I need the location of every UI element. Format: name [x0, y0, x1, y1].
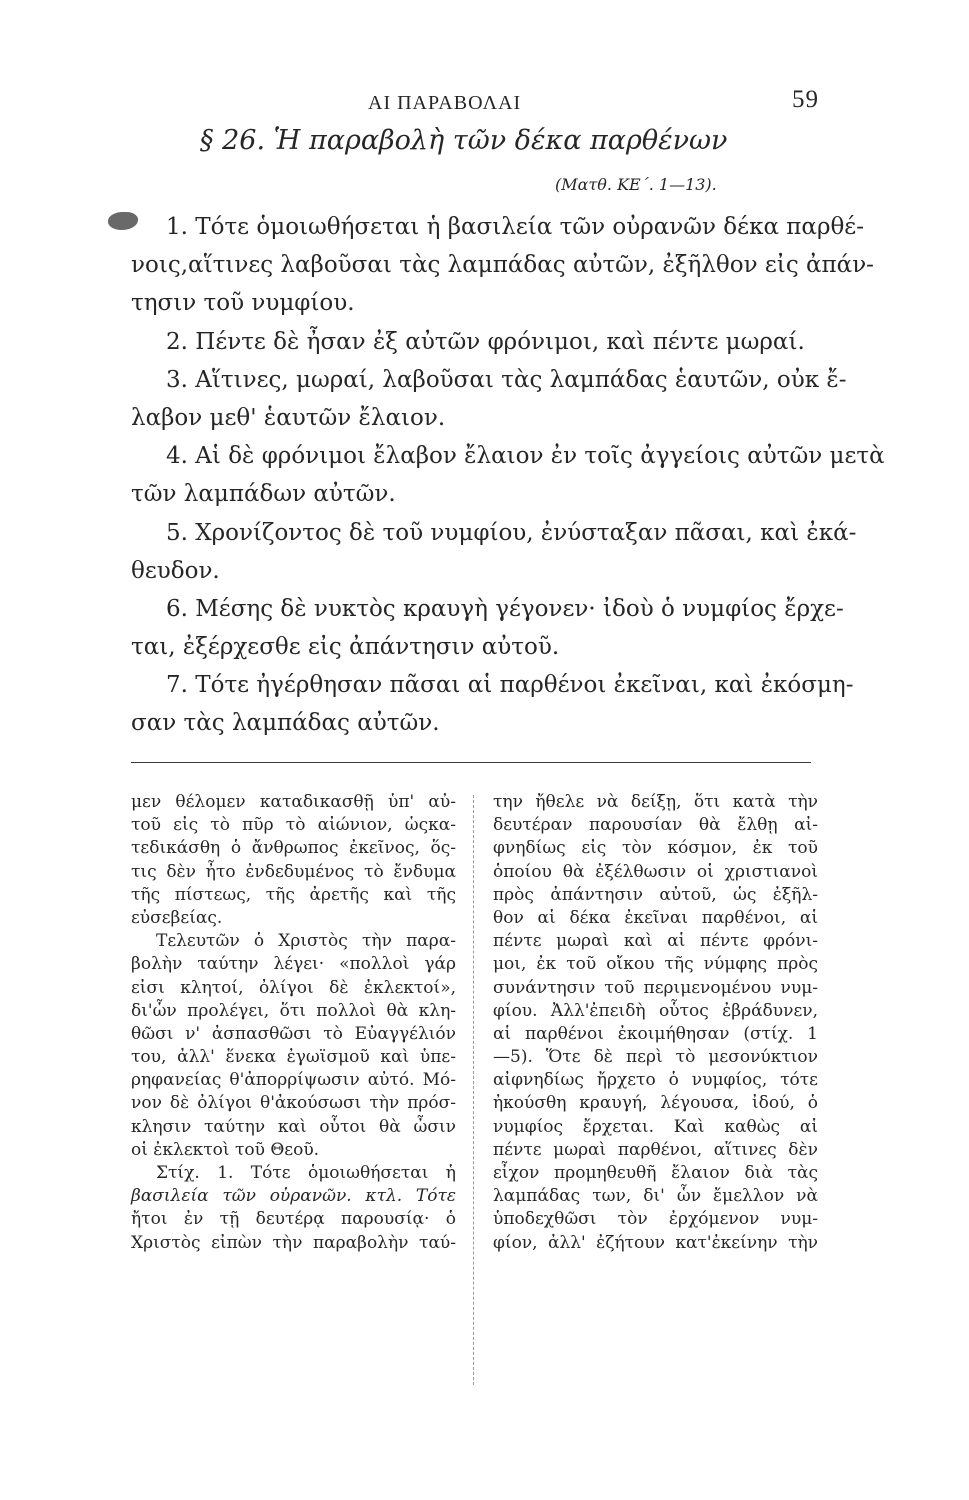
verse-line: τησιν τοῦ νυμφίου.	[131, 290, 355, 317]
commentary-line: εἶχον προμηθευθῆ ἔλαιον διὰ τὰς	[493, 1163, 818, 1183]
commentary-line: —5). Ὅτε δὲ περὶ τὸ μεσονύκτιον	[493, 1047, 818, 1068]
commentary-line: ρηφανείας θ'ἀπορρίψωσιν αὐτό. Μό-	[131, 1070, 456, 1091]
commentary-line: πρὸς ἀπάντησιν αὐτοῦ, ὡς ἐξῆλ-	[493, 884, 818, 905]
commentary-line: νυμφίος ἔρχεται. Καὶ καθὼς αἱ	[493, 1116, 818, 1137]
commentary-line: τοῦ εἰς τὸ πῦρ τὸ αἰώνιον, ὡςκα-	[131, 815, 456, 836]
verse-line: λαβον μεθ' ἑαυτῶν ἔλαιον.	[131, 404, 446, 431]
commentary-line: δι'ὧν προλέγει, ὅτι πολλοὶ θὰ κλη-	[131, 1000, 456, 1021]
commentary-line: μεν θέλομεν καταδικασθῇ ὑπ' αὐ-	[131, 792, 456, 812]
commentary-right-column	[493, 791, 818, 1255]
section-title: § 26. Ἡ παραβολὴ τῶν δέκα παρθένων	[200, 125, 728, 156]
commentary-line: φίον, ἀλλ' ἐζήτουν κατ'ἐκείνην τὴν	[493, 1232, 818, 1253]
commentary-line: αἱ παρθένοι ἐκοιμήθησαν (στίχ. 1	[493, 1023, 818, 1044]
commentary-line: νον δὲ ὀλίγοι θ'ἀκούσωσι τὴν πρόσ-	[131, 1093, 456, 1114]
commentary-line: μοι, ἐκ τοῦ οἴκου τῆς νύμφης πρὸς	[493, 954, 818, 975]
section-reference: (Ματθ. ΚΕ΄. 1—13).	[555, 175, 717, 194]
commentary-line: εὐσεβείας.	[131, 907, 223, 928]
verse-line: 6. Μέσης δὲ νυκτὸς κραυγὴ γέγονεν· ἰδοὺ ὁ νυμφίος ἔρχε-	[166, 595, 844, 622]
verse-line: τῶν λαμπάδων αὐτῶν.	[131, 481, 396, 508]
commentary-line: του, ἀλλ' ἕνεκα ἐγωϊσμοῦ καὶ ὑπε-	[131, 1047, 456, 1068]
verse-line: νοις,αἵτινες λαβοῦσαι τὰς λαμπάδας αὐτῶν, ἐξῆλθον εἰς ἀπάν-	[131, 252, 874, 279]
commentary-line: ἠκούσθη κραυγή, λέγουσα, ἰδού, ὁ	[493, 1093, 818, 1114]
verse-text	[131, 208, 885, 743]
verse-line: 4. Αἱ δὲ φρόνιμοι ἔλαβον ἔλαιον ἐν τοῖς ἀγγείοις αὐτῶν μετὰ	[166, 443, 885, 470]
commentary-line: κλησιν ταύτην καὶ οὗτοι θὰ ὦσιν	[131, 1116, 456, 1137]
commentary-line: πέντε μωραὶ παρθένοι, αἵτινες δὲν	[493, 1139, 818, 1160]
verse-line: 7. Τότε ἠγέρθησαν πᾶσαι αἱ παρθένοι ἐκεῖναι, καὶ ἐκόσμη-	[166, 672, 854, 699]
page-number: 59	[792, 86, 819, 113]
verse-line: θευδον.	[131, 557, 220, 584]
verse-line: 1. Τότε ὁμοιωθήσεται ἡ βασιλεία τῶν οὐρανῶν δέκα παρθέ-	[166, 214, 864, 240]
commentary-line: τις δὲν ἦτο ἐνδεδυμένος τὸ ἔνδυμα	[131, 861, 456, 882]
commentary-line: λαμπάδας των, δι' ὧν ἔμελλον νὰ	[493, 1186, 818, 1207]
commentary-line: την ἤθελε νὰ δείξῃ, ὅτι κατὰ τὴν	[493, 792, 818, 812]
commentary-line: φνηδίως εἰς τὸν κόσμον, ἐκ τοῦ	[493, 838, 818, 859]
commentary-line: οἱ ἐκλεκτοὶ τοῦ Θεοῦ.	[131, 1139, 320, 1160]
commentary-line: συνάντησιν τοῦ περιμενομένου νυμ-	[493, 977, 818, 998]
verse-line: 2. Πέντε δὲ ἦσαν ἐξ αὐτῶν φρόνιμοι, καὶ πέντε μωραί.	[166, 328, 805, 355]
commentary-line: Τελευτῶν ὁ Χριστὸς τὴν παρα-	[156, 931, 456, 952]
verse-line: σαν τὰς λαμπάδας αὐτῶν.	[131, 710, 440, 737]
commentary-line: ἤτοι ἐν τῇ δευτέρᾳ παρουσίᾳ· ὁ	[131, 1209, 456, 1230]
commentary-line: τῆς πίστεως, τῆς ἀρετῆς καὶ τῆς	[131, 884, 456, 905]
commentary-line: τεδικάσθη ὁ ἄνθρωπος ἐκεῖνος, ὅς-	[131, 838, 456, 859]
column-divider	[473, 795, 474, 1385]
commentary-left-column	[131, 791, 456, 1255]
verse-line: 3. Αἵτινες, μωραί, λαβοῦσαι τὰς λαμπάδας ἑαυτῶν, οὐκ ἔ-	[166, 366, 847, 393]
separator-rule	[131, 762, 811, 763]
running-head-title: ΑΙ ΠΑΡΑΒΟΛΑΙ	[368, 92, 522, 114]
commentary-line: πέντε μωραὶ καὶ αἱ πέντε φρόνι-	[493, 931, 818, 952]
commentary-line: βολὴν ταύτην λέγει· «πολλοὶ γάρ	[131, 954, 456, 975]
commentary-line: ὑποδεχθῶσι τὸν ἐρχόμενον νυμ-	[493, 1209, 818, 1230]
commentary-line: δευτέραν παρουσίαν θὰ ἔλθῃ αἰ-	[493, 815, 818, 836]
commentary-line: θον αἱ δέκα ἐκεῖναι παρθένοι, αἱ	[493, 907, 818, 928]
commentary-line: βασιλεία τῶν οὐρανῶν. κτλ. Τότε	[131, 1186, 456, 1207]
commentary-line: αἰφνηδίως ἤρχετο ὁ νυμφίος, τότε	[493, 1070, 818, 1091]
verse-line: 5. Χρονίζοντος δὲ τοῦ νυμφίου, ἐνύσταξαν πᾶσαι, καὶ ἐκά-	[166, 519, 857, 546]
commentary-line: Χριστὸς εἰπὼν τὴν παραβολὴν ταύ-	[131, 1232, 456, 1253]
commentary-line: εἰσι κλητοί, ὀλίγοι δὲ ἐκλεκτοί»,	[131, 977, 456, 998]
verse-line: ται, ἐξέρχεσθε εἰς ἀπάντησιν αὐτοῦ.	[131, 634, 560, 661]
commentary-line: φίου. Ἀλλ'ἐπειδὴ οὗτος ἐβράδυνεν,	[493, 1000, 818, 1021]
commentary-line: ὁποίου θὰ ἐξέλθωσιν οἱ χριστιανοὶ	[493, 861, 818, 882]
commentary-line: θῶσι ν' ἀσπασθῶσι τὸ Εὐαγγέλιόν	[131, 1023, 456, 1044]
commentary-line: Στίχ. 1. Τότε ὁμοιωθήσεται ἡ	[156, 1163, 456, 1183]
